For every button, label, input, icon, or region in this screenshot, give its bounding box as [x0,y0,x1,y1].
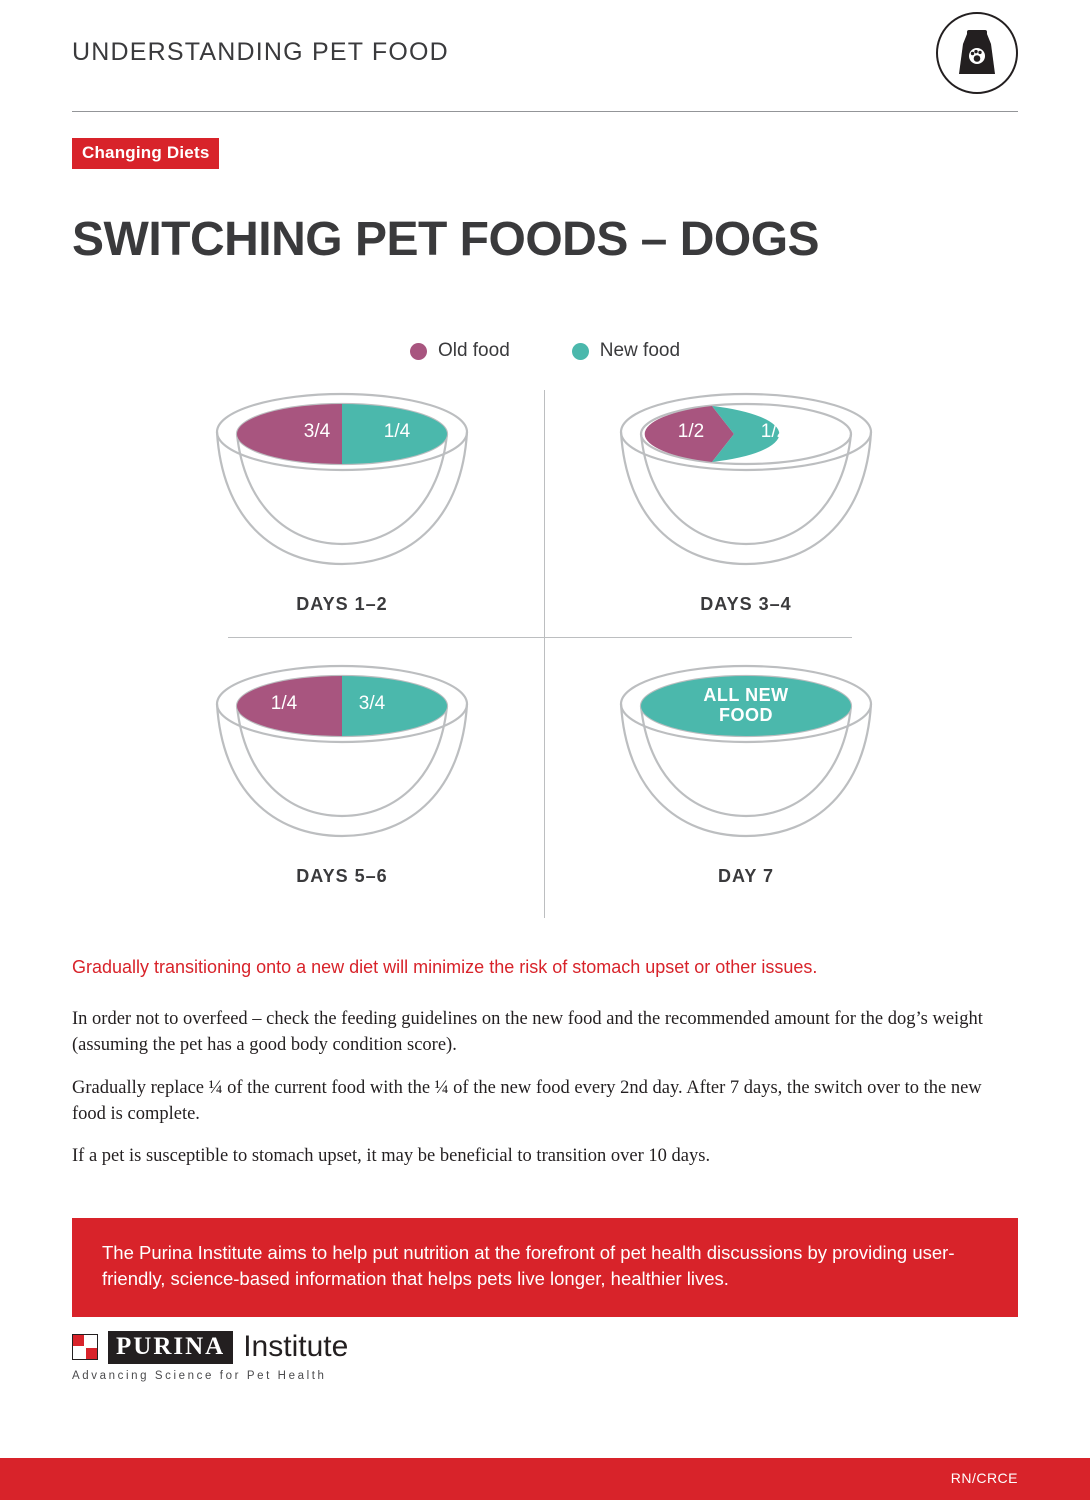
category-tag: Changing Diets [72,138,219,169]
page-header [72,26,1018,112]
diagram-cell-days-3-4 [544,382,948,650]
institute-wordmark: Institute [243,1330,349,1363]
body-paragraph-2: Gradually replace ¼ of the current food with the ¼ of the new food every 2nd day. After 7 days, the switch over to the new food is complete. [72,1077,982,1124]
fraction-new-day-7: ALL NEW FOOD [703,685,789,725]
legend-item-new-food [572,340,680,362]
logo-tagline: Advancing Science for Pet Health [72,1370,327,1382]
lead-text: Gradually transitioning onto a new diet will minimize the risk of stomach upset or other issues. [72,957,818,977]
footer-bar [0,1458,1090,1500]
header-divider [72,111,1018,112]
fraction-old-days-5-6: 1/4 [270,693,298,714]
stage-label-days-5-6: DAYS 5–6 [296,866,388,886]
fraction-new-days-3-4: 1/2 [760,421,788,442]
purina-checkerboard-icon [72,1334,98,1360]
fraction-old-days-1-2: 3/4 [303,421,331,442]
purina-institute-logo [72,1330,492,1382]
legend-label-new-food: New food [599,340,681,361]
diagram-cell-days-1-2 [140,382,544,650]
stage-label-days-3-4: DAYS 3–4 [700,594,792,614]
header-title: UNDERSTANDING PET FOOD [72,38,449,66]
stage-label-days-1-2: DAYS 1–2 [296,594,388,614]
body-paragraph-1: In order not to overfeed – check the feeding guidelines on the new food and the recommended amount for the dog’s weight (assuming the pet has a good body condition score). [72,1009,983,1056]
body-paragraph-3: If a pet is susceptible to stomach upset, it may be beneficial to transition over 10 days. [72,1146,711,1167]
legend-item-old-food [410,340,510,362]
bowl-days-3-4 [616,382,876,582]
pet-food-bag-icon [936,12,1018,94]
bowl-days-5-6 [212,654,472,854]
page-title: SWITCHING PET FOODS – DOGS [72,213,820,266]
diagram-cell-days-5-6 [140,654,544,922]
switching-diagram [140,382,950,922]
body-copy [72,1006,1018,1185]
fraction-new-days-1-2: 1/4 [383,421,411,442]
bowl-days-1-2 [212,382,472,582]
legend-swatch-old-food [410,343,427,360]
document-code: RN/CRCE [950,1470,1018,1486]
legend-swatch-new-food [572,343,589,360]
diagram-cell-day-7 [544,654,948,922]
purina-wordmark: PURINA [108,1331,233,1364]
legend-label-old-food: Old food [437,340,510,361]
fraction-new-days-5-6: 3/4 [358,693,386,714]
stage-label-day-7: DAY 7 [717,866,775,886]
chart-legend [0,340,1090,362]
callout-box: The Purina Institute aims to help put nutrition at the forefront of pet health discussions by providing user-friendly, science-based information that helps pets live longer, healthier lives. [72,1218,1018,1317]
bowl-day-7 [616,654,876,854]
fraction-old-days-3-4: 1/2 [677,421,705,442]
